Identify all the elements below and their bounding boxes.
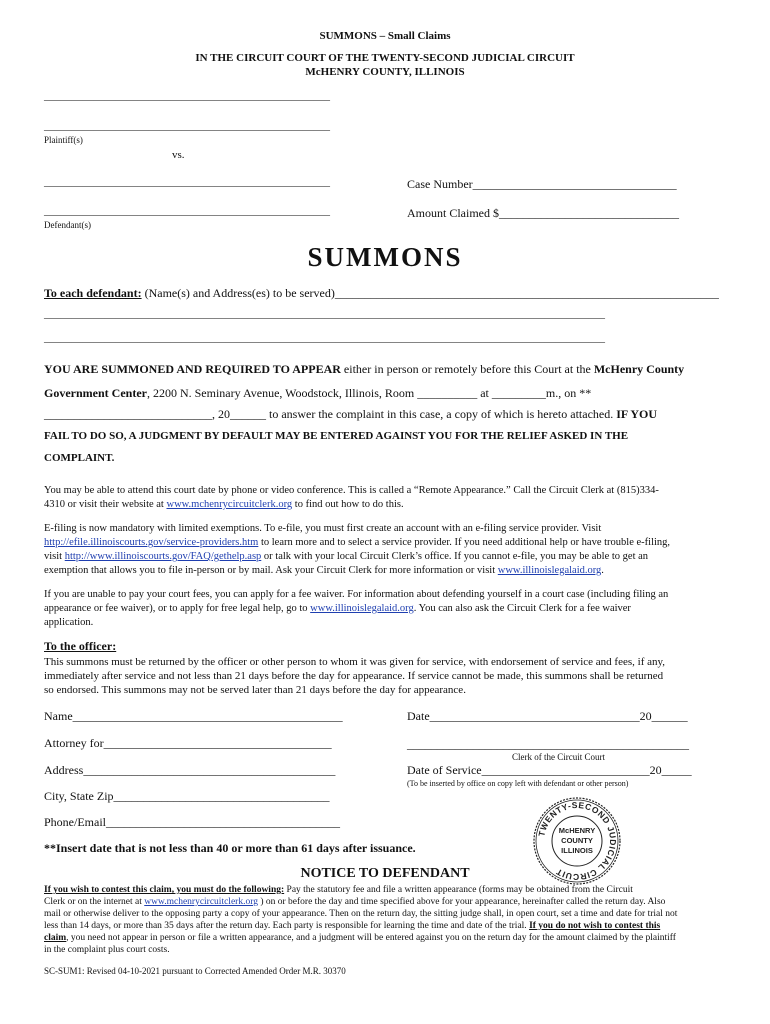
remote-appearance-text [44,484,659,512]
fees-text-2a: appearance or fee waiver), or to apply for free legal help, go to [44,603,311,614]
address-field[interactable]: Address__________________________________________ [44,763,336,777]
summons-line-1 [44,362,684,377]
summons-line-3[interactable] [44,407,657,422]
insert-date-note: **Insert date that is not less than 40 or more than 61 days after issuance. [44,841,416,855]
fees-text-2b: . You can also ask the Circuit Clerk for a fee waiver [413,603,631,614]
fees-line-1: If you are unable to pay your court fees, you can apply for a fee waiver. For information about defending yourself in a court case (including filing an [44,589,669,600]
plaintiff-line-1[interactable]: ____________________________________________________ [44,90,330,102]
seal-text-3: ILLINOIS [561,846,593,855]
location-bold-2: Government Center [44,386,147,400]
summoned-text: either in person or remotely before this Court at the [340,362,594,376]
defendant-address-line-2[interactable]: ______________________________________________________________________________________________________ [44,332,605,344]
notice-instruction-bold: If you wish to contest this claim, you must do the following: [44,885,285,895]
efiling-text-4a: exemption that allows you to file in-person or by mail. Ask your Circuit Clerk for more information or visit [44,565,498,576]
appearance-date[interactable]: ____________________________, 20______ to answer the complaint in this case, a copy of which is hereto attached. [44,407,617,421]
defendant-line-2[interactable]: ____________________________________________________ [44,205,330,217]
notice-bold-5: claim [44,933,67,943]
remote-text-end: to find out how to do this. [292,499,404,510]
notice-line-6: in the complaint plus court costs. [44,945,170,955]
case-number-blank[interactable]: __________________________________ [472,177,677,191]
form-footer: SC-SUM1: Revised 04-10-2021 pursuant to Corrected Amended Order M.R. 30370 [44,966,346,976]
court-name: IN THE CIRCUIT COURT OF THE TWENTY-SECOND JUDICIAL CIRCUIT [195,52,575,64]
fees-line-3: application. [44,617,94,628]
remote-line-1: You may be able to attend this court date by phone or video conference. This is called a “Remote Appearance.” Call the Circuit Clerk at (815)334- [44,485,659,496]
seal-text-1: McHENRY [558,826,596,835]
summons-line-2[interactable] [44,386,591,401]
efiling-text-3a: visit [44,551,65,562]
defendant-label: Defendant(s) [44,220,91,230]
efile-providers-link[interactable]: http://efile.illinoiscourts.gov/service-providers.htm [44,537,259,548]
notice-text-2a: Clerk or on the internet at [44,897,145,907]
page-title: SUMMONS [307,242,463,272]
efiling-line-4 [44,564,670,578]
to-defendant-hint: (Name(s) and Address(es) to be served) [141,286,335,300]
appearance-details[interactable]: , 2200 N. Seminary Avenue, Woodstock, Illinois, Room __________ at _________m., on ** [146,386,592,400]
to-defendant-blank[interactable]: ________________________________________________________________ [334,286,719,300]
clerk-signature-line[interactable]: _______________________________________________ [407,737,689,751]
notice-line-1 [44,884,677,896]
notice-line-4 [44,920,677,932]
officer-line-3: so endorsed. This summons may not be served later than 21 days before the day for appearance. [44,684,466,696]
attorney-for-field[interactable]: Attorney for______________________________________ [44,736,332,750]
notice-text-2b: ) on or before the day and time specified above for your appearance, hereinafter called the return day. Also [257,897,666,907]
efiling-text [44,522,670,578]
gethelp-link[interactable]: http://www.illinoiscourts.gov/FAQ/gethelp.asp [64,551,262,562]
date-of-service-field[interactable]: Date of Service____________________________20_____ [407,763,692,777]
location-bold: McHenry County [593,362,685,376]
clerk-website-link[interactable]: www.mchenrycircuitclerk.org [166,499,293,510]
case-number-field[interactable] [407,177,677,192]
seal-text-2: COUNTY [561,836,593,845]
name-field[interactable]: Name_____________________________________________ [44,709,343,723]
amount-claimed-label: Amount Claimed $ [407,206,499,220]
defendant-address-line-1[interactable]: ______________________________________________________________________________________________________ [44,308,605,320]
versus-text: vs. [172,149,185,161]
notice-text [44,884,677,956]
notice-bold-4: If you do not wish to contest this [529,921,661,931]
to-defendant-label: To each defendant: [44,286,142,300]
officer-line-1: This summons must be returned by the officer or other person to whom it was given for service, with endorsement of service and fees, if any, [44,656,666,668]
efiling-line-2 [44,536,670,550]
officer-line-2: immediately after service and not less than 21 days before the day for appearance. If service cannot be made, this summons shall be returned [44,670,664,682]
legalaid-link-2[interactable]: www.illinoislegalaid.org [310,603,414,614]
city-state-zip-field[interactable]: City, State Zip____________________________________ [44,789,330,803]
fees-line-2 [44,602,668,616]
date-of-service-note: (To be inserted by office on copy left with defendant or other person) [407,779,629,788]
plaintiff-line-2[interactable]: ____________________________________________________ [44,120,330,132]
efiling-line-3 [44,550,670,564]
efiling-text-4b: . [601,565,604,576]
notice-text-1: Pay the statutory fee and file a written appearance (forms may be obtained from the Circuit [284,885,633,895]
efiling-text-2: to learn more and to select a service provider. If you need additional help or have trouble e-filing, [258,537,671,548]
remote-line-2 [44,498,659,512]
amount-claimed-field[interactable] [407,206,679,221]
notice-text-5: , you need not appear in person or file a written appearance, and a judgment will be entered against you on the return day for the amount claimed by the plaintiff [66,933,676,943]
default-warning-end: COMPLAINT. [44,452,115,464]
notice-line-2 [44,896,677,908]
defendant-line-1[interactable]: ____________________________________________________ [44,176,330,188]
notice-text-4a: less than 14 days, or more than 35 days after the return day. Each party is responsible for learning the time and date of the trial. [44,921,530,931]
plaintiff-label: Plaintiff(s) [44,135,83,145]
officer-instructions [44,655,665,697]
fee-waiver-text [44,588,668,630]
amount-claimed-blank[interactable]: ______________________________ [499,206,679,220]
warning-bold-start: IF YOU [616,407,658,421]
form-title: SUMMONS – Small Claims [319,30,451,42]
case-number-label: Case Number [407,177,473,191]
remote-text: 4310 or visit their website at [44,499,167,510]
summoned-bold: YOU ARE SUMMONED AND REQUIRED TO APPEAR [44,362,341,376]
efiling-line-1: E-filing is now mandatory with limited exemptions. To e-file, you must first create an account with an e-filing service provider. Visit [44,523,602,534]
county-name: McHENRY COUNTY, ILLINOIS [305,66,465,78]
clerk-website-link-2[interactable]: www.mchenrycircuitclerk.org [144,897,258,907]
issue-date-field[interactable]: Date___________________________________20______ [407,709,688,723]
seal-ring-text: TWENTY-SECOND JUDICIAL CIRCUIT [536,799,619,883]
efiling-text-3b: or talk with your local Circuit Clerk’s office. If you cannot e-file, you may be able to get an [261,551,649,562]
default-warning: FAIL TO DO SO, A JUDGMENT BY DEFAULT MAY BE ENTERED AGAINST YOU FOR THE RELIEF ASKED IN THE [44,430,629,442]
notice-line-5 [44,932,677,944]
legalaid-link[interactable]: www.illinoislegalaid.org [497,565,602,576]
phone-email-field[interactable]: Phone/Email_______________________________________ [44,815,340,829]
to-defendant-line[interactable] [44,286,719,301]
officer-heading: To the officer: [44,639,117,653]
notice-title: NOTICE TO DEFENDANT [300,866,470,881]
clerk-label: Clerk of the Circuit Court [512,752,605,762]
notice-line-3: mail or otherwise deliver to the opposing party a copy of your appearance. Then on the return day, the sitting judge shall, in open court, set a time and date for trial not [44,909,678,919]
